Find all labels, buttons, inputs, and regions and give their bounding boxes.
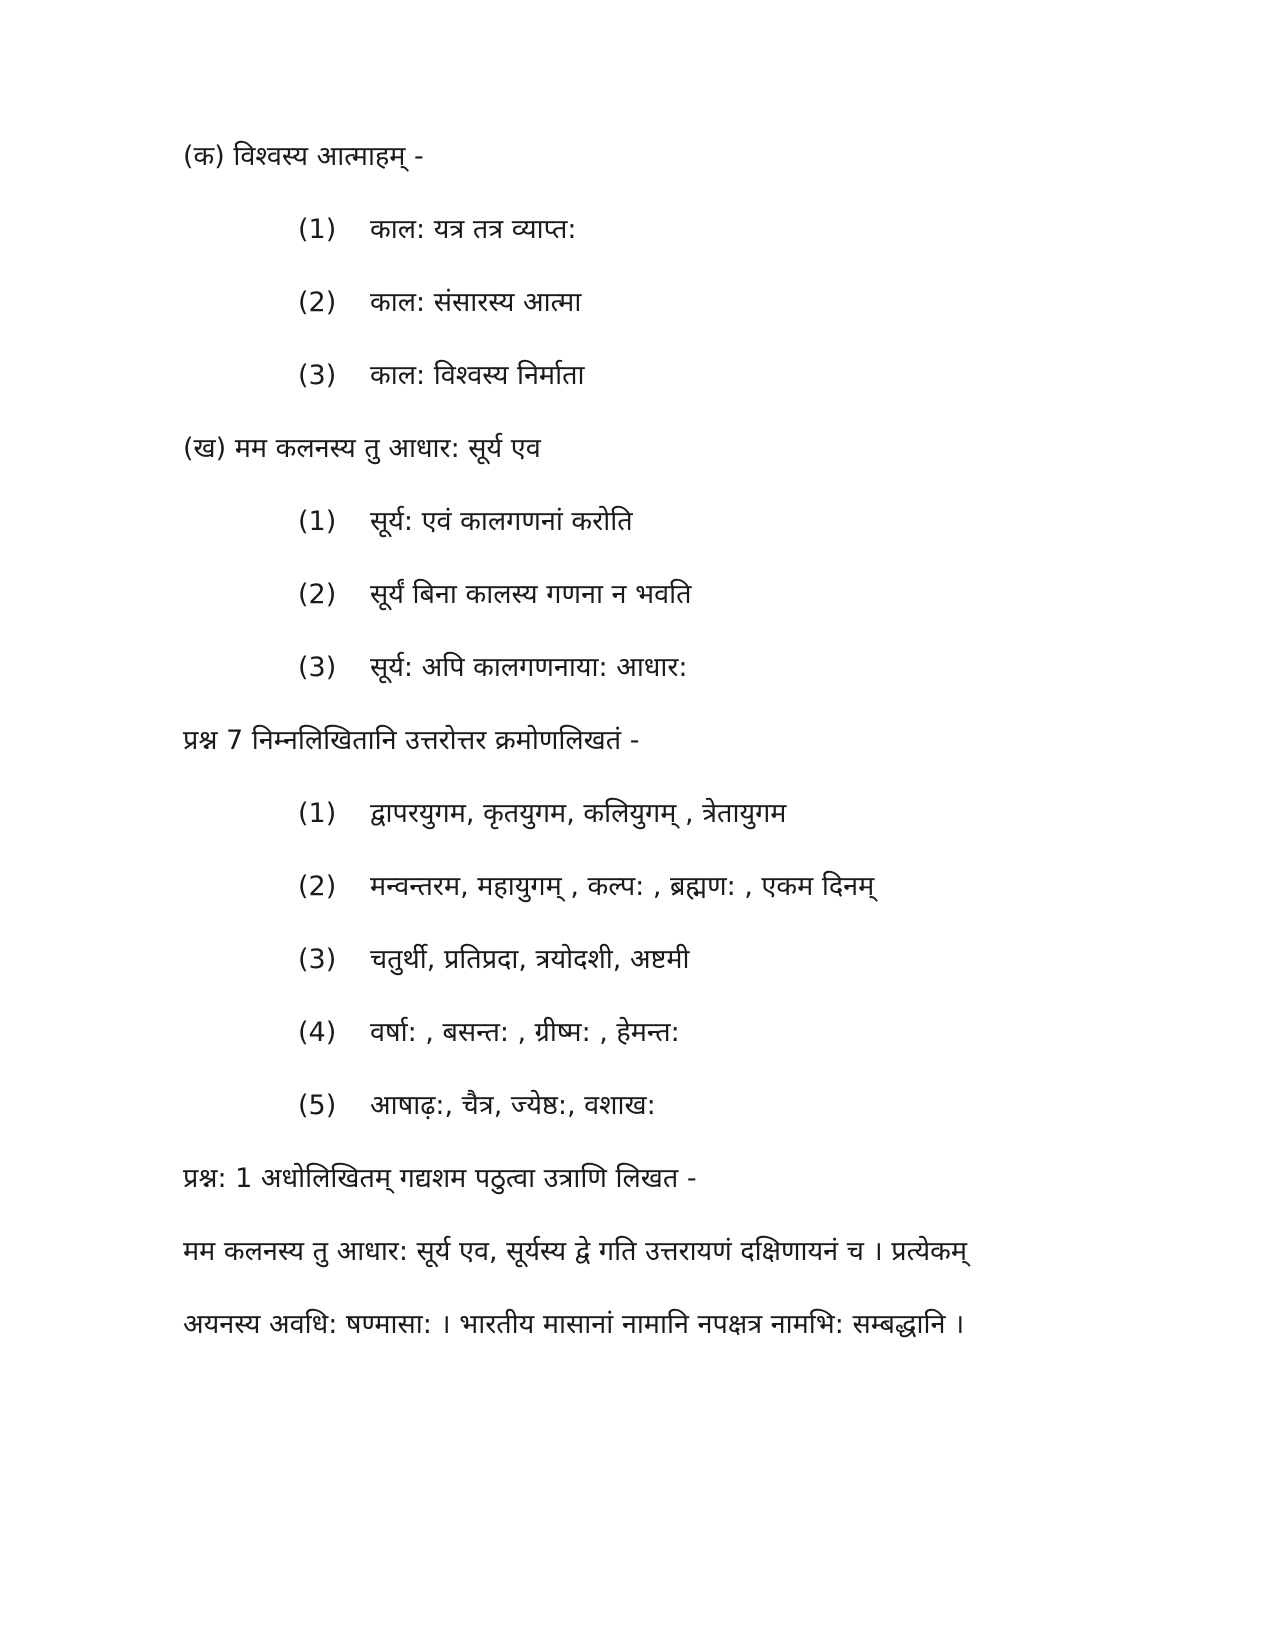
- item-number: (2): [298, 579, 337, 610]
- question-7-item-5: [298, 1088, 656, 1124]
- question-7-item-4: [298, 1015, 680, 1051]
- item-text: काल: विश्वस्य निर्माता: [370, 360, 585, 391]
- item-number: (4): [298, 1017, 337, 1048]
- item-number: (1): [298, 214, 337, 245]
- item-text: द्वापरयुगम, कृतयुगम, कलियुगम् , त्रेतायुगम: [370, 798, 787, 829]
- question-7-item-1: [298, 796, 786, 832]
- section-ka-item-1: [298, 212, 576, 248]
- item-number: (1): [298, 798, 337, 829]
- item-text: काल: यत्र तत्र व्याप्त:: [370, 214, 577, 245]
- item-text: सूर्य: अपि कालगणनाया: आधार:: [370, 652, 688, 683]
- item-number: (2): [298, 871, 337, 902]
- item-text: आषाढ़:, चैत्र, ज्येष्ठ:, वशाख:: [370, 1090, 656, 1121]
- item-number: (3): [298, 360, 337, 391]
- section-kha-item-2: [298, 577, 691, 613]
- section-kha-item-1: [298, 504, 633, 540]
- passage-line-2: अयनस्य अवधि: षण्मासा: । भारतीय मासानां नामानि नपक्षत्र नामभि: सम्बद्धानि ।: [183, 1309, 965, 1340]
- item-text: मन्वन्तरम, महायुगम् , कल्प: , ब्रह्मण: , एकम दिनम्: [370, 871, 875, 902]
- item-number: (3): [298, 652, 337, 683]
- section-kha-item-3: [298, 650, 688, 686]
- passage-line-1: मम कलनस्य तु आधार: सूर्य एव, सूर्यस्य द्वे गति उत्तरायणं दक्षिणायनं च । प्रत्येकम्: [183, 1236, 968, 1267]
- question-7-item-3: [298, 942, 690, 978]
- question-7-item-2: [298, 869, 874, 905]
- section-ka-item-3: [298, 358, 584, 394]
- item-text: काल: संसारस्य आत्मा: [370, 287, 582, 318]
- section-ka-item-2: [298, 285, 581, 321]
- question-1-heading: प्रश्न: 1 अधोलिखितम् गद्यशम पठुत्वा उत्राणि लिखत -: [183, 1163, 697, 1194]
- item-number: (1): [298, 506, 337, 537]
- section-ka-heading: (क) विश्वस्य आत्माहम् -: [183, 141, 424, 172]
- item-number: (5): [298, 1090, 337, 1121]
- item-number: (2): [298, 287, 337, 318]
- item-text: सूर्य: एवं कालगणनां करोति: [370, 506, 633, 537]
- section-kha-heading: (ख) मम कलनस्य तु आधार: सूर्य एव: [183, 433, 541, 464]
- question-7-heading: प्रश्न 7 निम्नलिखितानि उत्तरोत्तर क्रमोणलिखतं -: [183, 725, 640, 756]
- item-number: (3): [298, 944, 337, 975]
- item-text: चतुर्थी, प्रतिप्रदा, त्रयोदशी, अष्टमी: [370, 944, 690, 975]
- item-text: वर्षा: , बसन्त: , ग्रीष्म: , हेमन्त:: [370, 1017, 680, 1048]
- item-text: सूर्यं बिना कालस्य गणना न भवति: [370, 579, 692, 610]
